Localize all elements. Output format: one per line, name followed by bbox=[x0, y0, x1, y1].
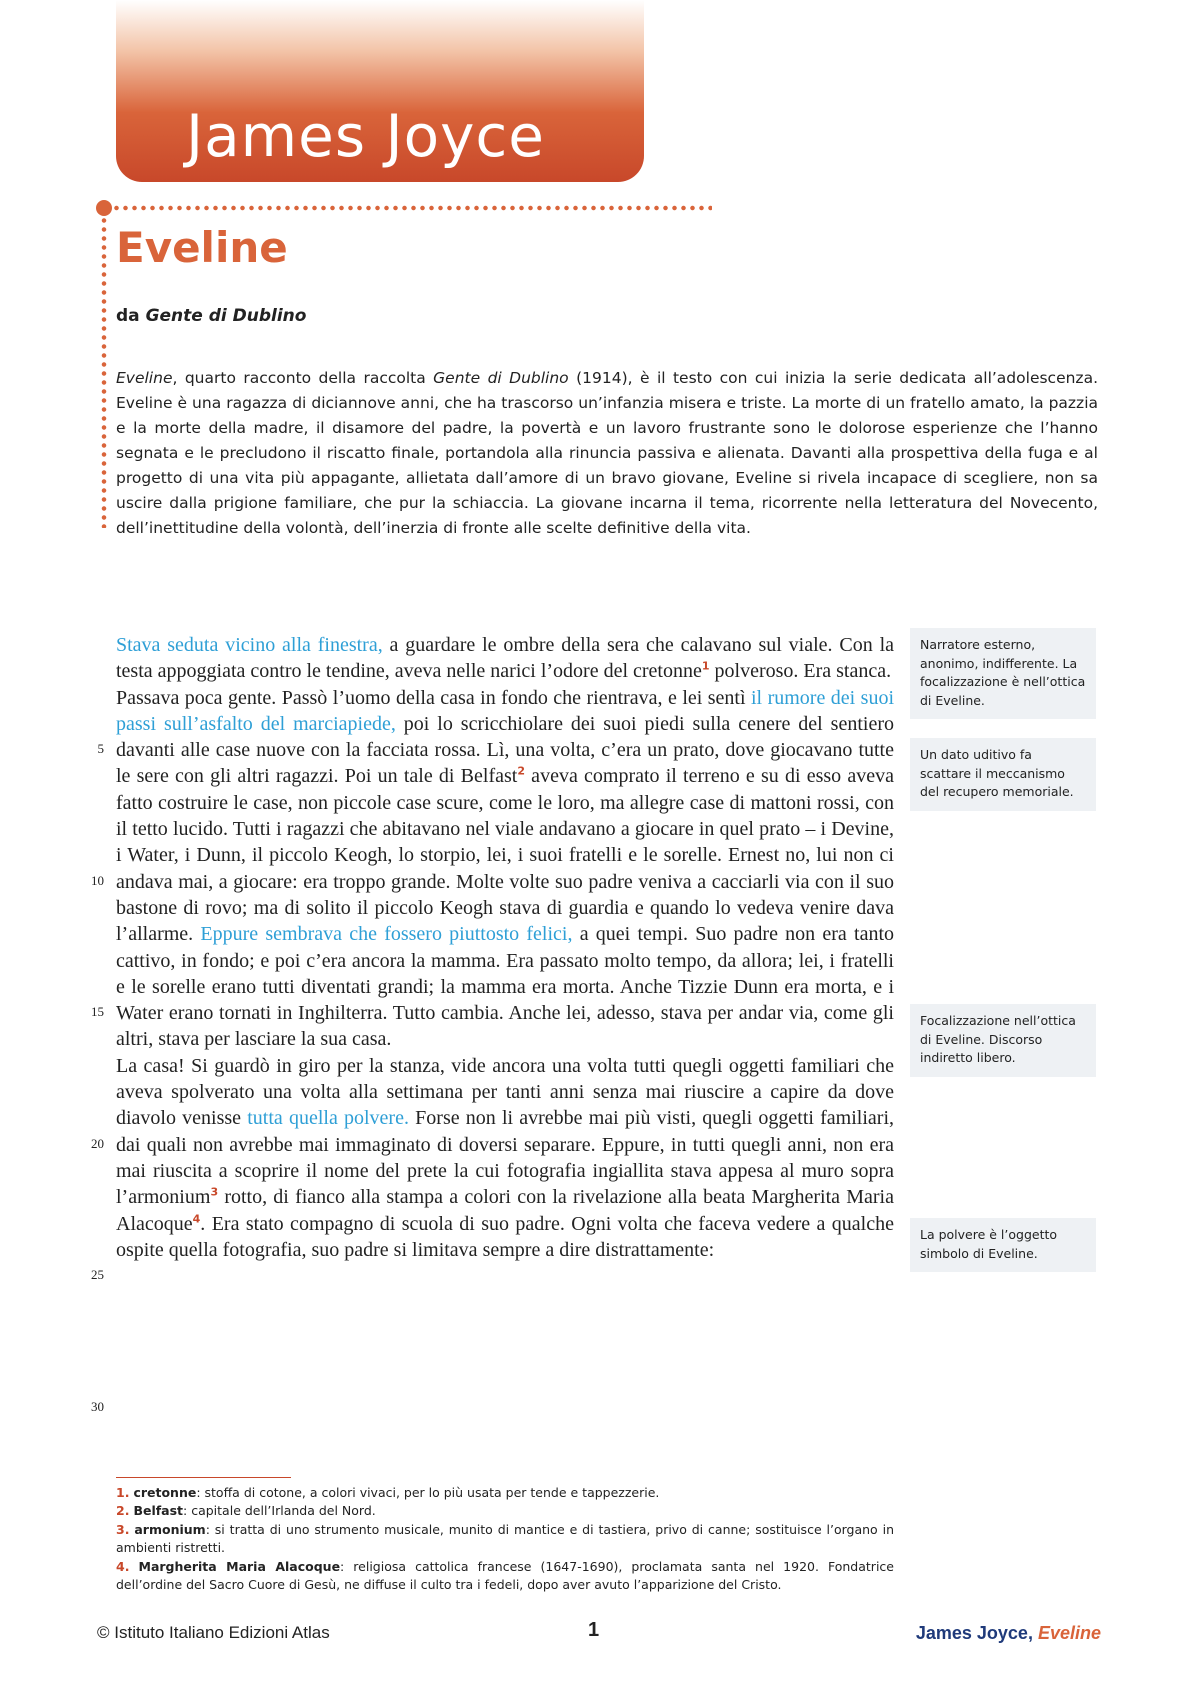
margin-note-auditory: Un dato uditivo fa scattare il meccanismo del recupero memoriale. bbox=[910, 738, 1096, 811]
body-segment: Forse non li avrebbe mai più visti, quegli oggetti familiari, dai quali non avrebbe mai immaginato di doversi separare. Eppure, in tutti quegli anni, non era mai riuscita a scoprire il nome del prete la cui fotografia ingiallita stava appesa al muro sopra l’armonium bbox=[116, 1107, 895, 1209]
intro-text-2: (1914), è il testo con cui inizia la serie dedicata all’adolescenza. Eveline è una ragazza di diciannove anni, che ha trascorso un’infanzia misera e triste. La morte di un fratello amato, la pazzia e la morte della madre, il disamore del padre, la povertà e un lavoro frustrante sono le dolorose esperienze che l’hanno segnata e le precludono il riscatto finale, portandola alla rinuncia passiva e alienata. Davanti alla prospettiva della fuga e al progetto di una vita più appagante, allietata dall’amore di un bravo giovane, Eveline si rivela incapace di scegliere, non sa uscire dalla prigione familiare, che pur la schiaccia. La giovane incarna il tema, ricorrente nella letteratura del Novecento, dell’inettitudine della volontà, dell’inerzia di fronte alle scelte definitive della vita. bbox=[116, 369, 1098, 537]
decorative-dot bbox=[96, 200, 112, 216]
source-work: Gente di Dublino bbox=[145, 306, 307, 326]
margin-note-narrator: Narratore esterno, anonimo, indifferente. La focalizzazione è nell’ottica di Eveline. bbox=[910, 628, 1096, 719]
highlight-footsteps: il rumore dei suoi passi sull’asfalto del marciapiede, bbox=[116, 686, 894, 735]
story-source bbox=[116, 306, 306, 326]
page-number: 1 bbox=[588, 1619, 600, 1641]
author-title: James Joyce bbox=[186, 102, 545, 170]
line-number: 20 bbox=[91, 1136, 104, 1151]
footnote-ref-1[interactable]: 1 bbox=[701, 659, 710, 673]
author-banner bbox=[116, 0, 644, 182]
footer-running-title: James Joyce, Eveline bbox=[915, 1623, 1101, 1643]
body-segment: . Era stato compagno di scuola di suo padre. Ogni volta che faceva vedere a qualche ospite quella fotografia, suo padre si limitava sempre a dire distrattamente: bbox=[116, 1212, 894, 1261]
footnotes bbox=[116, 1484, 894, 1594]
story-title: Eveline bbox=[116, 223, 288, 272]
footer-author: James Joyce bbox=[915, 1623, 1028, 1643]
body-segment: rotto, di fianco alla stampa a colori con la rivelazione alla beata Margherita Maria Alacoque bbox=[116, 1186, 894, 1235]
footer-publisher: © Istituto Italiano Edizioni Atlas bbox=[97, 1623, 330, 1642]
line-number: 5 bbox=[97, 741, 104, 756]
footer-title: Eveline bbox=[1037, 1623, 1101, 1643]
line-number: 30 bbox=[91, 1399, 104, 1414]
intro-story-name: Eveline bbox=[116, 369, 173, 387]
intro-text-1: , quarto racconto della raccolta bbox=[172, 369, 434, 387]
source-prefix: da bbox=[116, 306, 146, 326]
footnote-divider bbox=[116, 1477, 291, 1478]
line-number: 25 bbox=[91, 1267, 104, 1282]
dotted-rule-horizontal bbox=[112, 205, 712, 211]
footnote-ref-3[interactable]: 3 bbox=[210, 1185, 219, 1199]
highlight-dust: tutta quella polvere. bbox=[247, 1107, 409, 1130]
margin-note-dust: La polvere è l’oggetto simbolo di Eveline. bbox=[910, 1218, 1096, 1272]
highlight-happy: Eppure sembrava che fossero piuttosto felici, bbox=[200, 923, 573, 946]
margin-note-focalization: Focalizzazione nell’ottica di Eveline. Discorso indiretto libero. bbox=[910, 1004, 1096, 1077]
dotted-rule-vertical bbox=[101, 216, 107, 528]
highlight-window: Stava seduta vicino alla finestra, bbox=[116, 634, 383, 656]
body-segment: aveva comprato il terreno e su di esso aveva fatto costruire le case, non piccole case scure, come le loro, ma allegre case di mattoni rossi, con il tetto lucido. Tutti i ragazzi che abitavano nel viale andavano a giocare in quel prato – i Devine, i Water, i Dunn, il piccolo Keogh, lo storpio, lei, i suoi fratelli e le sorelle. Ernest no, lui non ci andava mai, a giocare: era troppo grande. Molte volte suo padre veniva a cacciarli via con il suo bastone di rovo; ma di solito il piccolo Keogh stava di guardia e quando lo vedeva venire dava l’allarme. bbox=[116, 765, 894, 946]
body-segment: a quei tempi. Suo padre non era tanto cattivo, in fondo; e poi c’era ancora la mamma. Era passato molto tempo, da allora; lei, i fratelli e le sorelle erano tutti diventati grandi; la mamma era morta. Anche Tizzie Dunn era morta, e i Water erano tornati in Inghilterra. Tutto cambia. Anche lei, adesso, stava per andar via, come gli altri, stava per lasciare la sua casa. bbox=[116, 923, 894, 1051]
line-number: 10 bbox=[91, 873, 104, 888]
footnote-ref-4[interactable]: 4 bbox=[192, 1211, 201, 1225]
story-body bbox=[116, 632, 894, 1263]
footnote-2: 2. Belfast: capitale dell’Irlanda del Nord. bbox=[116, 1503, 376, 1519]
footnote-3: 3. armonium: si tratta di uno strumento musicale, munito di mantice e di tastiera, privo di canne; sostituisce l’organo in ambienti ristretti. bbox=[116, 1521, 894, 1556]
body-segment: poi lo scricchiolare dei suoi piedi sulla cenere del sentiero davanti alle case nuove con la facciata rossa. Lì, una volta, c’era un prato, dove giocavano tutte le sere con gli altri ragazzi. Poi un tale di Belfast bbox=[116, 712, 894, 788]
body-segment: Passava poca gente. Passò l’uomo della casa in fondo che rientrava, e lei sentì bbox=[116, 686, 751, 709]
intro-collection-name: Gente di Dublino bbox=[433, 369, 569, 387]
footnote-ref-2[interactable]: 2 bbox=[517, 764, 525, 778]
body-segment: La casa! Si guardò in giro per la stanza, vide ancora una volta tutti quegli oggetti familiari che aveva spolverato una volta alla settimana per tanti anni senza mai riuscire a capire da dove diavolo venisse bbox=[116, 1054, 894, 1130]
body-segment: polveroso. Era stanca. bbox=[709, 660, 892, 683]
footnote-4: 4. Margherita Maria Alacoque: religiosa cattolica francese (1647-1690), proclamata santa nel 1920. Fondatrice dell’ordine del Sacro Cuore di Gesù, ne diffuse il culto tra i fedeli, dopo aver avuto l’apparizione del Cristo. bbox=[116, 1558, 894, 1593]
footnote-1: 1. cretonne: stoffa di cotone, a colori vivaci, per lo più usata per tende e tappezzerie. bbox=[116, 1485, 660, 1500]
line-number: 15 bbox=[91, 1004, 104, 1019]
body-segment: a guardare le ombre della sera che calavano sul viale. Con la testa appoggiata contro le tendine, aveva nelle narici l’odore del cretonne bbox=[116, 634, 895, 683]
intro-paragraph bbox=[116, 366, 1098, 541]
